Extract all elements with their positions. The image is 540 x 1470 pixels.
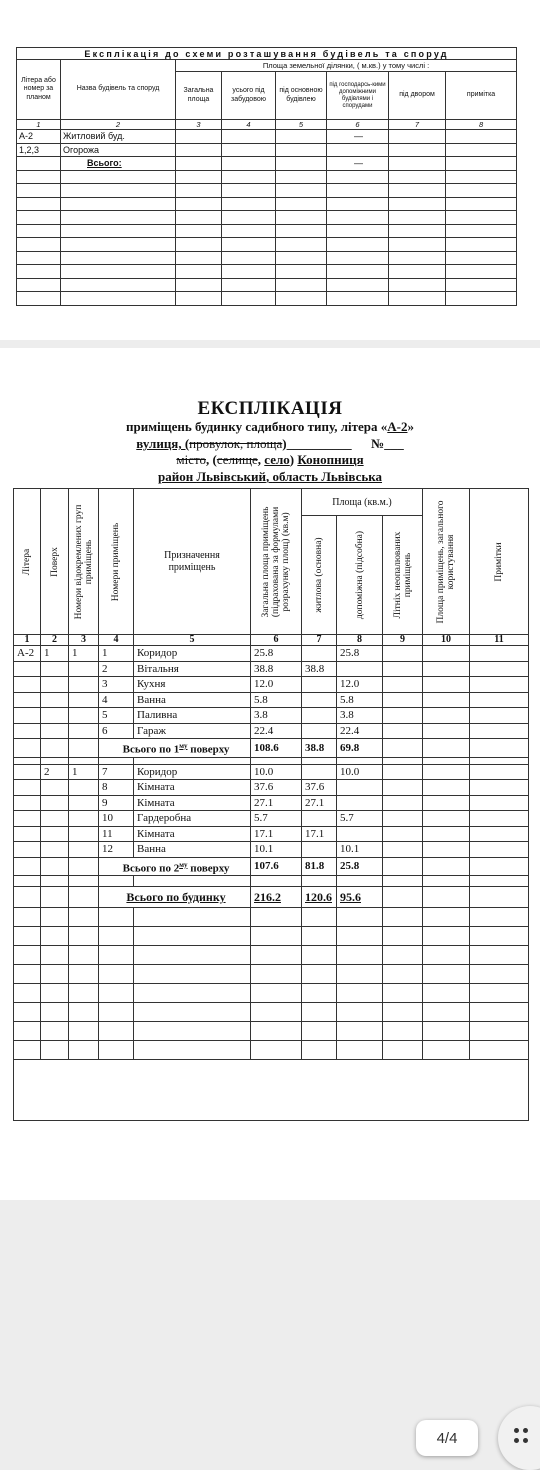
cell-common-area <box>423 795 470 811</box>
cell-purpose: Ванна <box>134 692 251 708</box>
col-number: 6 <box>327 120 389 130</box>
cell-summer-area <box>383 826 423 842</box>
header-aux-area: допоміжна (підсобна) <box>337 516 383 635</box>
cell-aux-area: 5.8 <box>337 692 383 708</box>
cell-purpose: Ванна <box>134 842 251 858</box>
col-number: 4 <box>99 635 134 646</box>
cell-litera <box>14 677 41 693</box>
table-row <box>14 795 529 811</box>
cell-name: Огорожа <box>61 143 176 157</box>
header-built: усього під забудовою <box>222 72 276 120</box>
cell-note <box>470 661 529 677</box>
header-total-area: Загальна площа приміщень (підрахована за формулами розрахунку площ) (кв.м) <box>251 489 302 635</box>
cell-room-number: 4 <box>99 692 134 708</box>
header-common-area: Площа приміщень, загального користування <box>423 489 470 635</box>
cell-litera <box>14 780 41 796</box>
cell-summer-area <box>383 646 423 662</box>
cell-note <box>470 677 529 693</box>
cell-total-area: 25.8 <box>251 646 302 662</box>
cell-note <box>470 764 529 780</box>
header-area-group: Площа земельної ділянки, ( м.кв.) у тому числі : <box>176 60 517 72</box>
subtitle-line-3 <box>0 451 540 468</box>
cell-total-area: 10.0 <box>251 764 302 780</box>
cell-purpose: Коридор <box>134 646 251 662</box>
document-page-2 <box>0 348 540 1447</box>
cell-room-number: 9 <box>99 795 134 811</box>
floor-living-area: 81.8 <box>302 857 337 876</box>
cell-total-area: 10.1 <box>251 842 302 858</box>
cell-summer-area <box>383 842 423 858</box>
header-group: Номери відокремлених груп приміщень <box>69 489 99 635</box>
cell-purpose: Коридор <box>134 764 251 780</box>
cell-note <box>470 826 529 842</box>
cell-group <box>69 677 99 693</box>
cell-common-area <box>423 842 470 858</box>
col-number: 2 <box>61 120 176 130</box>
table-row <box>14 723 529 739</box>
cell-floor: 1 <box>41 646 69 662</box>
col-number: 3 <box>176 120 222 130</box>
cell-summer-area <box>383 661 423 677</box>
cell-litera <box>14 692 41 708</box>
cell-floor <box>41 811 69 827</box>
cell-group: 1 <box>69 764 99 780</box>
table-row <box>14 764 529 780</box>
col-number: 6 <box>251 635 302 646</box>
cell-floor <box>41 842 69 858</box>
cell-name: Житловий буд. <box>61 130 176 144</box>
cell-aux-area: 12.0 <box>337 677 383 693</box>
header-notes: Примітки <box>470 489 529 635</box>
cell-floor <box>41 826 69 842</box>
grid-dots-icon <box>514 1428 530 1444</box>
cell-aux-area: 10.1 <box>337 842 383 858</box>
cell-room-number: 11 <box>99 826 134 842</box>
col-number: 7 <box>302 635 337 646</box>
cell-group <box>69 723 99 739</box>
cell-common-area <box>423 661 470 677</box>
cell-common-area <box>423 677 470 693</box>
table-row <box>14 708 529 724</box>
subtitle-text: район <box>157 469 197 484</box>
cell-purpose: Гараж <box>134 723 251 739</box>
cell-litera <box>14 811 41 827</box>
cell-total-area: 3.8 <box>251 708 302 724</box>
floor-total-label: Всього по $2^{му}$ поверху <box>99 857 251 876</box>
cell-total-label: Всього: <box>61 157 176 171</box>
building-living-area: 120.6 <box>302 887 337 908</box>
cell-summer-area <box>383 764 423 780</box>
cell-aux <box>327 143 389 157</box>
building-total-area: 216.2 <box>251 887 302 908</box>
cell-summer-area <box>383 795 423 811</box>
subtitle-line-2 <box>0 435 540 452</box>
floor-total-area: 107.6 <box>251 857 302 876</box>
cell-group <box>69 780 99 796</box>
cell-living-area <box>302 646 337 662</box>
cell-living-area: 27.1 <box>302 795 337 811</box>
col-number: 1 <box>14 635 41 646</box>
cell-floor <box>41 780 69 796</box>
cell-room-number: 1 <box>99 646 134 662</box>
floor-2-total-row <box>14 857 529 876</box>
col-number: 5 <box>276 120 327 130</box>
building-total-row <box>14 887 529 908</box>
cell-room-number: 5 <box>99 708 134 724</box>
cell-total-area: 12.0 <box>251 677 302 693</box>
cell-aux-area: 10.0 <box>337 764 383 780</box>
cell-litera <box>14 661 41 677</box>
header-name: Назва будівель та споруд <box>61 60 176 120</box>
cell-summer-area <box>383 723 423 739</box>
header-living-area: житлова (основна) <box>302 516 337 635</box>
cell-living-area <box>302 692 337 708</box>
number-blank: №___ <box>371 436 404 451</box>
header-room-number: Номери приміщень <box>99 489 134 635</box>
subtitle-text: , ( <box>205 452 217 467</box>
settlement-name: Конопниця <box>297 452 364 467</box>
col-number: 3 <box>69 635 99 646</box>
cell-total-area: 38.8 <box>251 661 302 677</box>
cell-litera <box>14 826 41 842</box>
header-litera: Літера <box>14 489 41 635</box>
cell-summer-area <box>383 811 423 827</box>
table-row <box>17 130 517 144</box>
table-row <box>14 842 529 858</box>
cell-room-number: 6 <box>99 723 134 739</box>
cell-note <box>470 842 529 858</box>
cell-summer-area <box>383 780 423 796</box>
cell-total-area: 5.7 <box>251 811 302 827</box>
cell-note <box>470 692 529 708</box>
cell-aux-area <box>337 661 383 677</box>
cell-living-area <box>302 708 337 724</box>
cell-floor <box>41 677 69 693</box>
subtitle-text: , <box>257 452 265 467</box>
rooms-explication-table <box>13 488 529 1121</box>
cell-note <box>470 811 529 827</box>
table-row <box>14 811 529 827</box>
cell-aux-area: 25.8 <box>337 646 383 662</box>
header-purpose: Призначення приміщень <box>134 489 251 635</box>
cell-room-number: 8 <box>99 780 134 796</box>
cell-living-area <box>302 764 337 780</box>
cell-group <box>69 708 99 724</box>
table-row <box>17 157 517 171</box>
floor-total-area: 108.6 <box>251 739 302 758</box>
cell-group <box>69 661 99 677</box>
page-title: ЕКСПЛІКАЦІЯ <box>197 398 343 419</box>
cell-litera <box>14 842 41 858</box>
struck-text: місто <box>176 452 206 467</box>
cell-litera <box>14 764 41 780</box>
district-name: Львівський <box>196 469 266 484</box>
col-number: 10 <box>423 635 470 646</box>
cell-summer-area <box>383 692 423 708</box>
cell-group <box>69 692 99 708</box>
floor-aux-area: 69.8 <box>337 739 383 758</box>
cell-living-area: 37.6 <box>302 780 337 796</box>
page-indicator: 4/4 <box>416 1420 478 1456</box>
cell-group <box>69 842 99 858</box>
cell-note <box>470 780 529 796</box>
header-floor: Поверх <box>41 489 69 635</box>
subtitle-text: приміщень будинку садибного типу, літера « <box>126 419 388 434</box>
cell-aux-area <box>337 826 383 842</box>
cell-summer-area <box>383 677 423 693</box>
cell-aux-area: 3.8 <box>337 708 383 724</box>
table-row <box>14 692 529 708</box>
table-row <box>17 143 517 157</box>
cell-common-area <box>423 692 470 708</box>
header-summer-area: Літніх неопалюваних приміщень <box>383 516 423 635</box>
cell-purpose: Кімната <box>134 780 251 796</box>
cell-common-area <box>423 826 470 842</box>
cell-living-area <box>302 811 337 827</box>
cell-aux-area: 22.4 <box>337 723 383 739</box>
table-row <box>14 646 529 662</box>
col-number: 8 <box>337 635 383 646</box>
struck-text: провулок, площа <box>189 436 283 451</box>
cell-litera: А-2 <box>17 130 61 144</box>
cell-note <box>470 646 529 662</box>
cell-living-area: 38.8 <box>302 661 337 677</box>
subtitle-text: вулиця, ( <box>136 436 190 451</box>
subtitle-line-4 <box>0 468 540 485</box>
cell-room-number: 2 <box>99 661 134 677</box>
cell-litera <box>14 723 41 739</box>
struck-text: селище <box>216 452 258 467</box>
litera-value: А-2 <box>387 419 408 434</box>
header-total: Загальна площа <box>176 72 222 120</box>
col-number: 8 <box>446 120 517 130</box>
header-note: примітка <box>446 72 517 120</box>
cell-common-area <box>423 708 470 724</box>
cell-litera: 1,2,3 <box>17 143 61 157</box>
cell-room-number: 10 <box>99 811 134 827</box>
cell-aux-area: 5.7 <box>337 811 383 827</box>
floor-total-label: Всього по $1^{му}$ поверху <box>99 739 251 758</box>
header-litera: Літера або номер за планом <box>17 60 61 120</box>
header-aux: під господарсь-кими допоміжними будівлями і спорудами <box>327 72 389 120</box>
cell-aux-area <box>337 780 383 796</box>
document-page-1 <box>0 0 540 340</box>
cell-floor <box>41 723 69 739</box>
table-row <box>14 661 529 677</box>
building-aux-area: 95.6 <box>337 887 383 908</box>
cell-aux: — <box>327 130 389 144</box>
header-area-group: Площа (кв.м.) <box>302 489 423 516</box>
cell-living-area: 17.1 <box>302 826 337 842</box>
col-number: 2 <box>41 635 69 646</box>
cell-floor <box>41 708 69 724</box>
cell-note <box>470 723 529 739</box>
cell-total-area: 22.4 <box>251 723 302 739</box>
cell-note <box>470 708 529 724</box>
table-row <box>14 826 529 842</box>
table-row <box>14 677 529 693</box>
cell-total-area: 5.8 <box>251 692 302 708</box>
cell-group <box>69 826 99 842</box>
cell-purpose: Кухня <box>134 677 251 693</box>
cell-common-area <box>423 646 470 662</box>
cell-note <box>470 795 529 811</box>
cell-floor <box>41 661 69 677</box>
subtitle-line-1 <box>0 418 540 435</box>
header-main: під основною будівлею <box>276 72 327 120</box>
cell-floor <box>41 795 69 811</box>
subtitle-text: ) <box>289 452 298 467</box>
cell-litera <box>14 708 41 724</box>
col-number: 1 <box>17 120 61 130</box>
cell-summer-area <box>383 708 423 724</box>
col-number: 4 <box>222 120 276 130</box>
building-total-label: Всього по будинку <box>99 887 251 908</box>
cell-living-area <box>302 723 337 739</box>
col-number: 9 <box>383 635 423 646</box>
cell-litera <box>14 795 41 811</box>
cell-total-area: 17.1 <box>251 826 302 842</box>
col-number: 11 <box>470 635 529 646</box>
cell-group <box>69 795 99 811</box>
col-number: 5 <box>134 635 251 646</box>
col-number: 7 <box>389 120 446 130</box>
region-name: область Львівська <box>272 469 383 484</box>
subtitle-text: , <box>265 469 273 484</box>
cell-floor: 2 <box>41 764 69 780</box>
cell-room-number: 12 <box>99 842 134 858</box>
cell-purpose: Паливна <box>134 708 251 724</box>
cell-group <box>69 811 99 827</box>
cell-living-area <box>302 677 337 693</box>
cell-litera <box>17 157 61 171</box>
cell-aux: — <box>327 157 389 171</box>
table-row <box>14 780 529 796</box>
floor-aux-area: 25.8 <box>337 857 383 876</box>
cell-purpose: Вітальня <box>134 661 251 677</box>
floor-1-total-row <box>14 739 529 758</box>
cell-total-area: 27.1 <box>251 795 302 811</box>
header-yard: під двором <box>389 72 446 120</box>
cell-floor <box>41 692 69 708</box>
apps-menu-button[interactable] <box>498 1406 540 1470</box>
cell-common-area <box>423 811 470 827</box>
table-caption: Експлікація до схеми розташування будівель та споруд <box>17 48 517 60</box>
subtitle-text: » <box>407 419 414 434</box>
cell-litera: А-2 <box>14 646 41 662</box>
cell-common-area <box>423 764 470 780</box>
cell-aux-area <box>337 795 383 811</box>
cell-purpose: Кімната <box>134 826 251 842</box>
cell-total-area: 37.6 <box>251 780 302 796</box>
cell-group: 1 <box>69 646 99 662</box>
cell-purpose: Кімната <box>134 795 251 811</box>
cell-living-area <box>302 842 337 858</box>
settlement-type: село <box>264 452 290 467</box>
cell-common-area <box>423 723 470 739</box>
buildings-explication-table <box>16 47 517 306</box>
cell-room-number: 7 <box>99 764 134 780</box>
subtitle-text: )__________ <box>282 436 352 451</box>
cell-purpose: Гардеробна <box>134 811 251 827</box>
cell-common-area <box>423 780 470 796</box>
cell-room-number: 3 <box>99 677 134 693</box>
floor-living-area: 38.8 <box>302 739 337 758</box>
